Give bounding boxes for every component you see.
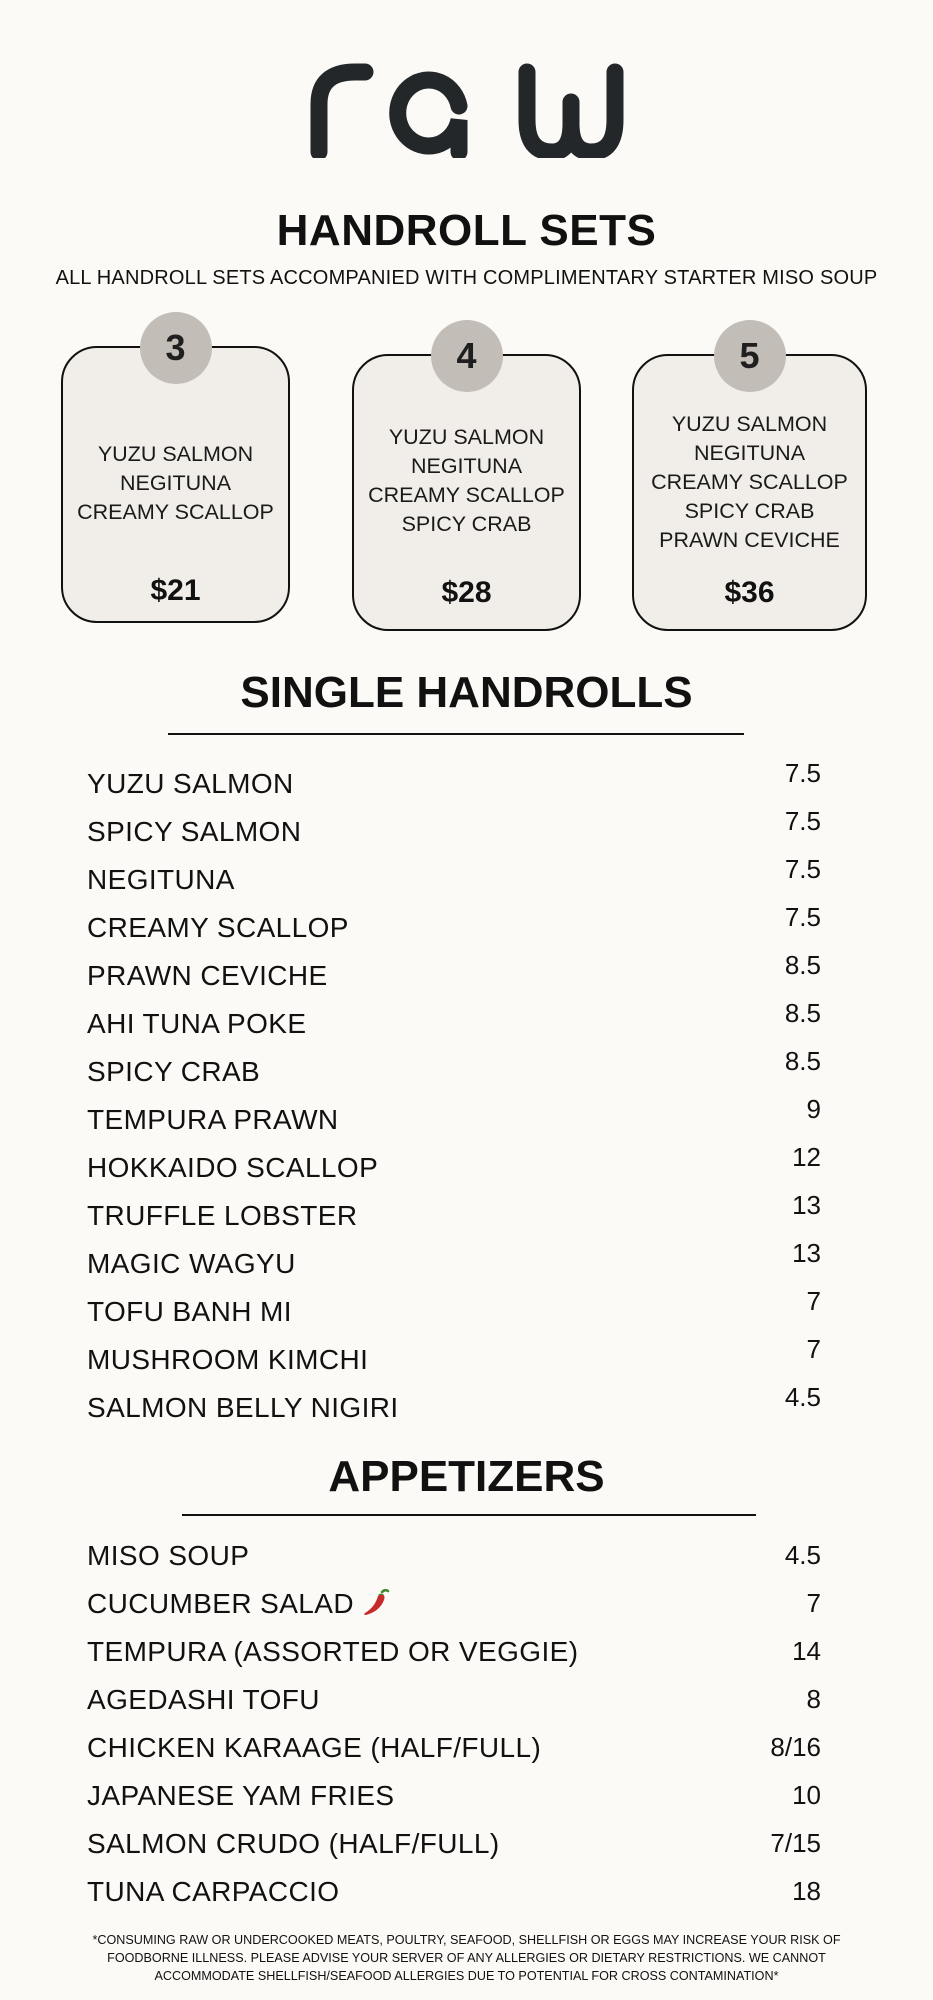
set-items	[354, 423, 579, 539]
menu-item	[0, 854, 933, 900]
disclaimer-line: FOODBORNE ILLNESS. PLEASE ADVISE YOUR SERVER OF ANY ALLERGIES OR DIETARY RESTRICTIONS. WE CANNOT	[107, 1951, 826, 1965]
menu-item	[0, 758, 933, 804]
item-price: 7.5	[784, 902, 821, 932]
set-item: SPICY CRAB	[401, 512, 532, 536]
menu-item	[0, 1584, 933, 1624]
handroll-sets-subtitle: ALL HANDROLL SETS ACCOMPANIED WITH COMPLIMENTARY STARTER MISO SOUP	[55, 267, 878, 289]
set-count-badge: 5	[714, 320, 786, 392]
menu-item	[0, 1286, 933, 1332]
set-item: NEGITUNA	[410, 454, 523, 478]
item-name: AHI TUNA POKE	[87, 1008, 307, 1039]
item-name: MAGIC WAGYU	[87, 1248, 296, 1279]
raw-logo-icon	[307, 48, 627, 158]
item-name: CREAMY SCALLOP	[87, 912, 349, 943]
set-card-5	[632, 335, 867, 631]
set-price: $28	[441, 576, 492, 609]
menu-item	[0, 1238, 933, 1284]
menu-item	[0, 1382, 933, 1428]
item-name: TOFU BANH MI	[87, 1296, 292, 1327]
item-price: 7.5	[784, 758, 821, 788]
item-price: 14	[792, 1636, 821, 1666]
set-item: YUZU SALMON	[97, 442, 254, 466]
item-name: SALMON CRUDO (HALF/FULL)	[87, 1828, 500, 1859]
item-name: YUZU SALMON	[87, 768, 294, 799]
set-price: $21	[150, 574, 201, 607]
section-divider	[168, 733, 744, 735]
menu-item	[0, 998, 933, 1044]
menu-item	[0, 1872, 933, 1912]
set-item: NEGITUNA	[693, 441, 806, 465]
item-price: 12	[792, 1142, 821, 1172]
set-items	[63, 440, 288, 527]
set-item: CREAMY SCALLOP	[368, 483, 565, 507]
set-item: NEGITUNA	[119, 471, 232, 495]
handroll-sets-title: HANDROLL SETS	[276, 206, 657, 255]
item-price: 7/15	[770, 1828, 821, 1858]
item-name: MISO SOUP	[87, 1540, 250, 1571]
item-name: CUCUMBER SALAD	[87, 1588, 354, 1619]
appetizers-title: APPETIZERS	[328, 1452, 605, 1501]
item-price: 13	[792, 1238, 821, 1268]
item-name: AGEDASHI TOFU	[87, 1684, 320, 1715]
menu-item	[0, 1776, 933, 1816]
set-item: PRAWN CEVICHE	[659, 528, 840, 552]
item-name: PRAWN CEVICHE	[87, 960, 328, 991]
item-name: SPICY CRAB	[87, 1056, 261, 1087]
item-name: TEMPURA (ASSORTED OR VEGGIE)	[87, 1636, 579, 1667]
single-handrolls-title: SINGLE HANDROLLS	[240, 668, 693, 717]
set-card-4	[352, 335, 581, 631]
item-price: 13	[792, 1190, 821, 1220]
item-name: TUNA CARPACCIO	[87, 1876, 340, 1907]
disclaimer-line: *CONSUMING RAW OR UNDERCOOKED MEATS, POULTRY, SEAFOOD, SHELLFISH OR EGGS MAY INCREASE YOUR RISK OF	[92, 1933, 841, 1947]
allergy-disclaimer	[60, 1931, 873, 1985]
item-name: MUSHROOM KIMCHI	[87, 1344, 369, 1375]
item-price: 8.5	[784, 950, 821, 980]
item-price: 7.5	[784, 806, 821, 836]
menu-item	[0, 950, 933, 996]
item-price: 7.5	[784, 854, 821, 884]
brand-logo	[0, 48, 933, 188]
chili-pepper-icon	[360, 1586, 392, 1618]
menu-item	[0, 1680, 933, 1720]
menu-item	[0, 1728, 933, 1768]
item-name: JAPANESE YAM FRIES	[87, 1780, 395, 1811]
item-name: SALMON BELLY NIGIRI	[87, 1392, 399, 1423]
item-price: 4.5	[784, 1382, 821, 1412]
item-name: SPICY SALMON	[87, 816, 302, 847]
menu-item	[0, 1536, 933, 1576]
menu-item	[0, 1632, 933, 1672]
item-price: 8.5	[784, 998, 821, 1028]
menu-item	[0, 1334, 933, 1380]
menu-item	[0, 806, 933, 852]
item-name: TRUFFLE LOBSTER	[87, 1200, 358, 1231]
menu-item	[0, 1142, 933, 1188]
set-item: SPICY CRAB	[684, 499, 815, 523]
item-price: 8	[806, 1684, 821, 1714]
menu-item	[0, 1824, 933, 1864]
item-price: 8.5	[784, 1046, 821, 1076]
item-price: 7	[806, 1334, 821, 1364]
set-card-3	[61, 327, 290, 623]
disclaimer-line: ACCOMMODATE SHELLFISH/SEAFOOD ALLERGIES DUE TO POTENTIAL FOR CROSS CONTAMINATION*	[154, 1969, 779, 1983]
set-item: CREAMY SCALLOP	[77, 500, 274, 524]
item-price: 7	[806, 1286, 821, 1316]
item-price: 7	[806, 1588, 821, 1618]
menu-item	[0, 1046, 933, 1092]
item-price: 4.5	[784, 1540, 821, 1570]
set-count-badge: 3	[140, 312, 212, 384]
set-item: YUZU SALMON	[388, 425, 545, 449]
set-price: $36	[724, 576, 775, 609]
set-item: YUZU SALMON	[671, 412, 828, 436]
item-price: 18	[792, 1876, 821, 1906]
section-divider	[182, 1514, 756, 1516]
set-count-badge: 4	[431, 320, 503, 392]
item-name: TEMPURA PRAWN	[87, 1104, 339, 1135]
menu-item	[0, 902, 933, 948]
item-price: 8/16	[770, 1732, 821, 1762]
item-price: 9	[806, 1094, 821, 1124]
set-items	[634, 410, 865, 555]
set-item: CREAMY SCALLOP	[651, 470, 848, 494]
menu-item	[0, 1190, 933, 1236]
item-name: NEGITUNA	[87, 864, 235, 895]
item-name: CHICKEN KARAAGE (HALF/FULL)	[87, 1732, 542, 1763]
item-name: HOKKAIDO SCALLOP	[87, 1152, 379, 1183]
menu-item	[0, 1094, 933, 1140]
item-price: 10	[792, 1780, 821, 1810]
